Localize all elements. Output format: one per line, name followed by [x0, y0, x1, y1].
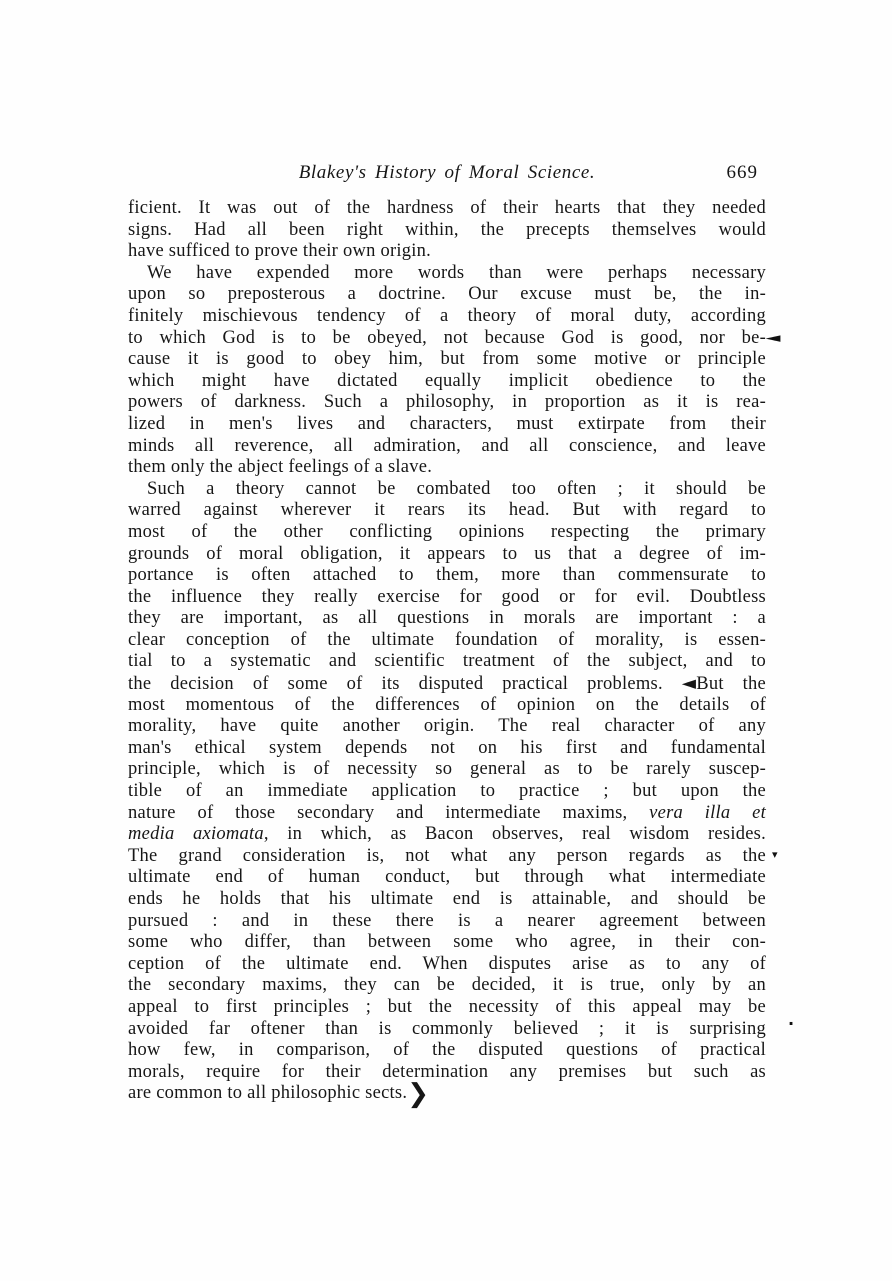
text-line: [128, 500, 766, 522]
text-block: [128, 162, 766, 1110]
text-line: [128, 1040, 766, 1062]
text-line: [128, 651, 766, 673]
text-line: [128, 198, 766, 220]
text-segment: The grand consideration is, not what any person regards as the: [128, 845, 766, 866]
text-line: [128, 803, 766, 825]
text-segment: them only the abject feelings of a slave.: [128, 457, 433, 478]
text-segment: most of the other conflicting opinions respecting the primary: [128, 521, 766, 542]
text-segment: lized in men's lives and characters, must extirpate from their: [128, 413, 766, 434]
handwritten-tick-mark: ▾: [772, 848, 778, 861]
running-header: [128, 162, 766, 188]
text-line: [128, 565, 766, 587]
text-segment: cause it is good to obey him, but from some motive or principle: [128, 349, 766, 370]
text-segment: minds all reverence, all admiration, and all conscience, and leave: [128, 435, 766, 456]
text-line: [128, 220, 766, 242]
text-segment: , in which, as Bacon observes, real wisdom resides.: [263, 824, 766, 845]
text-line: [128, 932, 766, 954]
text-segment: media axiomata: [128, 824, 264, 845]
text-segment: the influence they really exercise for good or for evil. Doubtless: [128, 586, 766, 607]
text-segment: appeal to first principles ; but the necessity of this appeal may be: [128, 996, 766, 1017]
text-line: [128, 522, 766, 544]
text-line: [128, 975, 766, 997]
text-segment: the decision of some of its disputed practical problems.: [128, 674, 682, 695]
text-segment: some who differ, than between some who agree, in their con-: [128, 932, 766, 953]
text-line: [128, 479, 766, 501]
page-body-text: [128, 198, 766, 1110]
text-line: [128, 306, 766, 328]
text-line: [128, 371, 766, 393]
text-segment: man's ethical system depends not on his first and fundamental: [128, 737, 766, 758]
text-line: [128, 608, 766, 630]
text-line: [128, 673, 766, 695]
text-segment: ends he holds that his ultimate end is attainable, and should be: [128, 889, 766, 909]
paragraph: [128, 263, 766, 479]
text-segment: signs. Had all been right within, the precepts themselves would: [128, 219, 766, 240]
text-segment: they are important, as all questions in morals are important : a: [128, 608, 766, 629]
text-segment: the secondary maxims, they can be decided, it is true, only by an: [128, 975, 766, 996]
text-segment: which might have dictated equally implicit obedience to the: [128, 370, 766, 391]
text-line: [128, 241, 766, 263]
text-segment: principle, which is of necessity so general as to be rarely suscep-: [128, 759, 766, 780]
text-line: [128, 263, 766, 285]
text-line: [128, 1019, 766, 1041]
text-line: [128, 414, 766, 436]
text-segment: have sufficed to prove their own origin.: [128, 241, 432, 262]
text-segment: are common to all philosophic sects.: [128, 1083, 408, 1104]
text-segment: upon so preposterous a doctrine. Our excuse must be, the in-: [128, 284, 766, 305]
text-line: [128, 824, 766, 846]
text-line: [128, 457, 766, 479]
text-line: [128, 846, 766, 868]
text-line: [128, 1079, 766, 1110]
text-segment: grounds of moral obligation, it appears to us that a degree of im-: [128, 543, 766, 564]
text-segment: most momentous of the differences of opinion on the details of: [128, 694, 766, 715]
text-line: [128, 392, 766, 414]
text-line: [128, 716, 766, 738]
text-line: [128, 1062, 766, 1084]
text-segment: Such a theory cannot be combated too often ; it should be: [147, 478, 766, 499]
text-segment: But the: [696, 674, 766, 695]
text-line: [128, 587, 766, 609]
text-segment: clear conception of the ultimate foundation of morality, is essen-: [128, 629, 766, 650]
text-segment: finitely mischievous tendency of a theory of moral duty, according: [128, 305, 766, 326]
handwritten-mark: ❯: [407, 1079, 430, 1110]
text-line: [128, 759, 766, 781]
text-segment: morals, require for their determination any premises but such as: [128, 1061, 766, 1082]
text-line: [128, 954, 766, 976]
text-line: [128, 630, 766, 652]
page-number: 669: [726, 162, 758, 183]
text-line: [128, 889, 766, 911]
text-line: [128, 695, 766, 717]
text-line: [128, 997, 766, 1019]
text-line: [128, 436, 766, 458]
text-segment: We have expended more words than were perhaps necessary: [147, 262, 766, 283]
text-segment: avoided far oftener than is commonly believed ; it is surprising: [128, 1018, 766, 1039]
text-segment: ception of the ultimate end. When disputes arise as to any of: [128, 953, 766, 974]
text-segment: pursued : and in these there is a nearer agreement between: [128, 910, 766, 931]
text-line: [128, 284, 766, 306]
text-segment: powers of darkness. Such a philosophy, in proportion as it is rea-: [128, 392, 766, 413]
handwritten-dot-mark: ·: [788, 1014, 795, 1033]
handwritten-mark: ◄: [681, 673, 697, 695]
text-line: [128, 781, 766, 803]
text-segment: warred against wherever it rears its head. But with regard to: [128, 500, 766, 521]
text-line: [128, 738, 766, 760]
text-segment: to which God is to be obeyed, not because God is good, nor be-: [128, 327, 766, 348]
text-line: [128, 328, 766, 350]
text-segment: how few, in comparison, of the disputed questions of practical: [128, 1040, 766, 1061]
text-segment: ultimate end of human conduct, but through what intermediate: [128, 867, 766, 888]
text-segment: portance is often attached to them, more than commensurate to: [128, 565, 766, 586]
text-segment: ficient. It was out of the hardness of their hearts that they needed: [128, 198, 766, 218]
text-line: [128, 867, 766, 889]
text-line: [128, 544, 766, 566]
text-line: [128, 349, 766, 371]
paragraph: [128, 478, 766, 1110]
text-segment: tial to a systematic and scientific treatment of the subject, and to: [128, 651, 766, 672]
text-segment: morality, have quite another origin. The real character of any: [128, 716, 766, 737]
text-segment: vera illa et: [649, 802, 766, 823]
handwritten-arrow-mark: ◄: [765, 331, 781, 346]
paragraph: [128, 198, 766, 263]
text-segment: nature of those secondary and intermediate maxims,: [128, 802, 650, 823]
running-header-title: Blakey's History of Moral Science.: [298, 162, 596, 183]
text-segment: tible of an immediate application to practice ; but upon the: [128, 781, 766, 802]
text-line: [128, 911, 766, 933]
